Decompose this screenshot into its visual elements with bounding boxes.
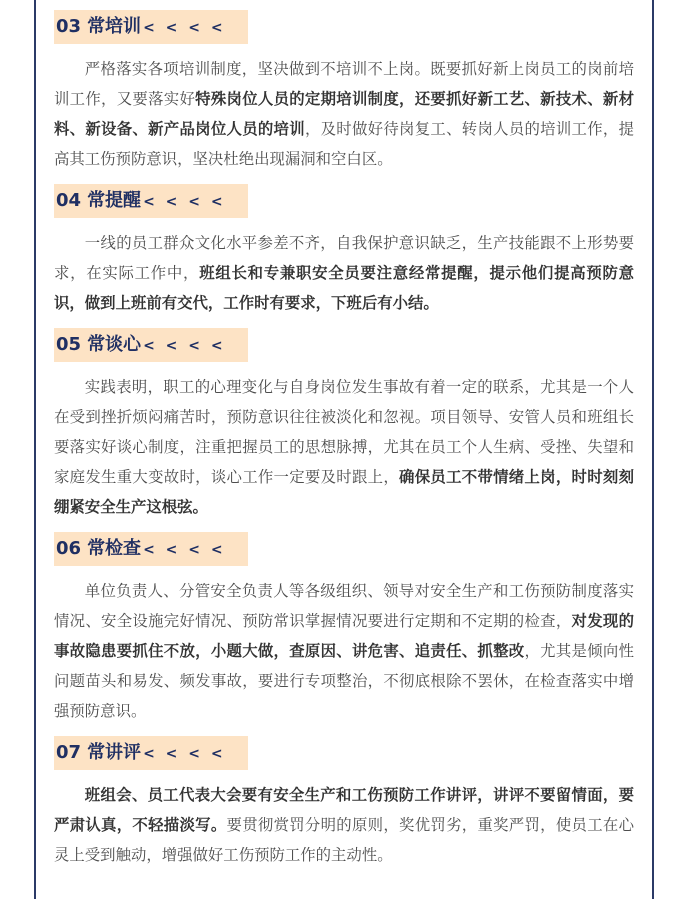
body-text: 单位负责人、分管安全负责人等各级组织、领导对安全生产和工伤预防制度落实情况、安全设施完好情况、预防常识掌握情况要进行定期和不定期的检查，	[54, 582, 634, 630]
section-07	[54, 736, 634, 870]
section-title: 常培训	[87, 16, 142, 37]
section-title: 常提醒	[87, 190, 142, 211]
body-text: 实践表明，职工的心理变化与自身岗位发生事故有着一定的联系，尤其是一个人在受到挫折烦闷痛苦时，预防意识往往被淡化和忽视。项目领导、安管人员和班组长要落实好谈心制度，注重把握员工的思想脉搏，尤其在员工个人生病、受挫、失望和家庭发生重大变故时，谈心工作一定要及时跟上，	[54, 378, 634, 486]
section-number: 07	[56, 742, 82, 763]
section-arrows: < < < <	[143, 542, 226, 558]
section-arrows: < < < <	[143, 338, 226, 354]
section-title: 常谈心	[87, 334, 142, 355]
section-heading	[54, 10, 248, 44]
section-heading	[54, 328, 248, 362]
section-paragraph	[54, 780, 634, 870]
section-04	[54, 184, 634, 318]
section-title: 常检查	[87, 538, 142, 559]
section-number: 06	[56, 538, 82, 559]
section-arrows: < < < <	[143, 194, 226, 210]
section-heading	[54, 184, 248, 218]
section-number: 05	[56, 334, 82, 355]
section-03	[54, 10, 634, 174]
section-paragraph	[54, 228, 634, 318]
section-number: 04	[56, 190, 82, 211]
section-paragraph	[54, 54, 634, 174]
article-content	[54, 10, 634, 880]
bold-text: 特殊岗位人员的定期培训制度，还要抓好新工艺、新技术、新材料、新设备、新产品岗位人员的培训	[54, 90, 634, 138]
section-heading	[54, 532, 248, 566]
body-text: ，及时做好待岗复工、转岗人员的培训工作，提高其工伤预防意识，坚决杜绝出现漏洞和空白区。	[54, 120, 634, 168]
body-text: 一线的员工群众文化水平参差不齐，自我保护意识缺乏，生产技能跟不上形势要求，在实际工作中，	[54, 234, 634, 282]
bold-text: 班组会、员工代表大会要有安全生产和工伤预防工作讲评，讲评不要留情面，要严肃认真，不轻描淡写。	[54, 786, 634, 834]
body-text: 要贯彻赏罚分明的原则，奖优罚劣，重奖严罚，使员工在心灵上受到触动，增强做好工伤预防工作的主动性。	[54, 816, 634, 864]
section-heading	[54, 736, 248, 770]
section-number: 03	[56, 16, 82, 37]
bold-text: 对发现的事故隐患要抓住不放，小题大做，查原因、讲危害、追责任、抓整改	[54, 612, 634, 660]
bold-text: 确保员工不带情绪上岗，时时刻刻绷紧安全生产这根弦。	[54, 468, 634, 516]
body-text: ，尤其是倾向性问题苗头和易发、频发事故，要进行专项整治，不彻底根除不罢休，在检查落实中增强预防意识。	[54, 642, 634, 720]
section-arrows: < < < <	[143, 746, 226, 762]
section-05	[54, 328, 634, 522]
section-title: 常讲评	[87, 742, 142, 763]
section-paragraph	[54, 372, 634, 522]
body-text: 严格落实各项培训制度，坚决做到不培训不上岗。既要抓好新上岗员工的岗前培训工作，又要落实好	[54, 60, 634, 108]
bold-text: 班组长和专兼职安全员要注意经常提醒，提示他们提高预防意识，做到上班前有交代，工作时有要求，下班后有小结。	[54, 264, 634, 312]
section-paragraph	[54, 576, 634, 726]
section-06	[54, 532, 634, 726]
section-arrows: < < < <	[143, 20, 226, 36]
